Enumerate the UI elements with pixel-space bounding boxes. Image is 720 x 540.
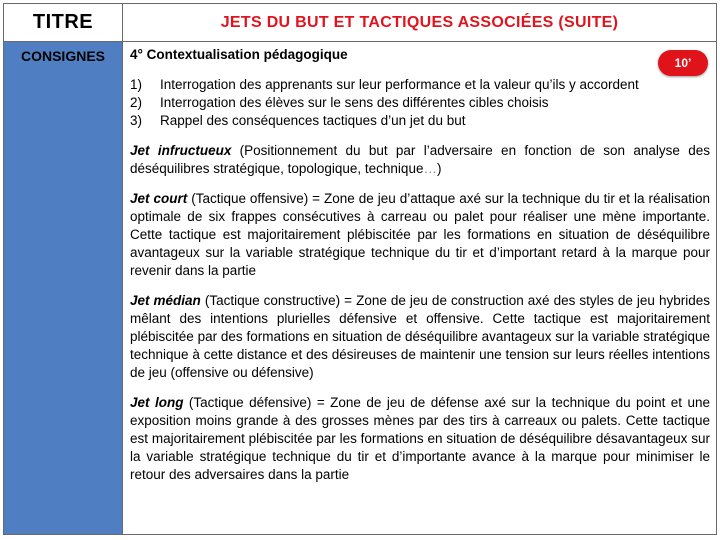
- paragraph-text: (Tactique constructive) = Zone de jeu de construction axé des styles de jeu hybrides mêlant des intentions plurielles défensive et offensive. Cette tactique est majoritairement plébiscitée par des formations en situation de déséquilibre avantageux sur la variable stratégique technique à cette distance et des désireuses de maintenir une tension sur leurs réelles intentions de jeu (offensive ou défensive): [130, 293, 710, 380]
- term-jet-median: Jet médian: [130, 293, 201, 308]
- step-text: Interrogation des élèves sur le sens des différentes cibles choisis: [160, 95, 549, 110]
- term-jet-long: Jet long: [130, 395, 184, 410]
- ellipsis: …: [423, 161, 437, 176]
- list-item: [130, 76, 710, 94]
- paragraph-jet-court: [130, 190, 710, 280]
- header-label: TITRE: [4, 4, 123, 41]
- paragraph-jet-long: [130, 394, 710, 484]
- paragraph-text: (Tactique défensive) = Zone de jeu de défense axé sur la technique du point et une exposition moins grande à des grosses mènes par des tirs à carreaux ou palets. Cette tactique est majoritairement plébiscitée par les formations en situation de déséquilibre désavantageux sur la variable stratégique technique du tir et d’importante avance à la marque pour minimiser le retour des adversaires dans la partie: [130, 395, 710, 482]
- content-cell: [123, 42, 716, 534]
- step-number: 3): [130, 113, 143, 128]
- step-text: Rappel des conséquences tactiques d’un jet du but: [160, 113, 466, 128]
- step-number: 1): [130, 77, 143, 92]
- term-jet-court: Jet court: [130, 191, 188, 206]
- paragraph-tail: ): [436, 161, 442, 176]
- step-text: Interrogation des apprenants sur leur performance et la valeur qu’ils y accordent: [160, 77, 639, 92]
- term-jet-infructueux: Jet infructueux: [130, 143, 232, 158]
- step-number: 2): [130, 95, 143, 110]
- sidebar-column: [4, 42, 123, 534]
- list-item: [130, 112, 710, 130]
- paragraph-jet-infructueux: [130, 142, 710, 178]
- slide-table: [3, 3, 717, 535]
- page-title: JETS DU BUT ET TACTIQUES ASSOCIÉES (SUITE): [220, 13, 619, 31]
- paragraph-text: (Tactique offensive) = Zone de jeu d’attaque axé sur la technique du tir et la réalisation optimale de six frappes consécutives à carreau ou palet pour réaliser une mène importante. Cette tactique est majoritairement plébiscitée par les formations en situation de déséquilibre avantageux sur la variable stratégique technique du tir et d’important retard à la marque pour revenir dans la partie: [130, 191, 711, 278]
- steps-list: [130, 76, 710, 130]
- sidebar-label: CONSIGNES: [20, 48, 105, 64]
- duration-badge: 10’: [658, 50, 708, 76]
- paragraph-text: (Positionnement du but par l’adversaire en fonction de son analyse des déséquilibres stratégique, topologique, technique: [130, 143, 710, 176]
- header-row: [4, 4, 716, 42]
- paragraph-jet-median: [130, 292, 710, 382]
- section-title: 4° Contextualisation pédagogique: [130, 47, 348, 62]
- list-item: [130, 94, 710, 112]
